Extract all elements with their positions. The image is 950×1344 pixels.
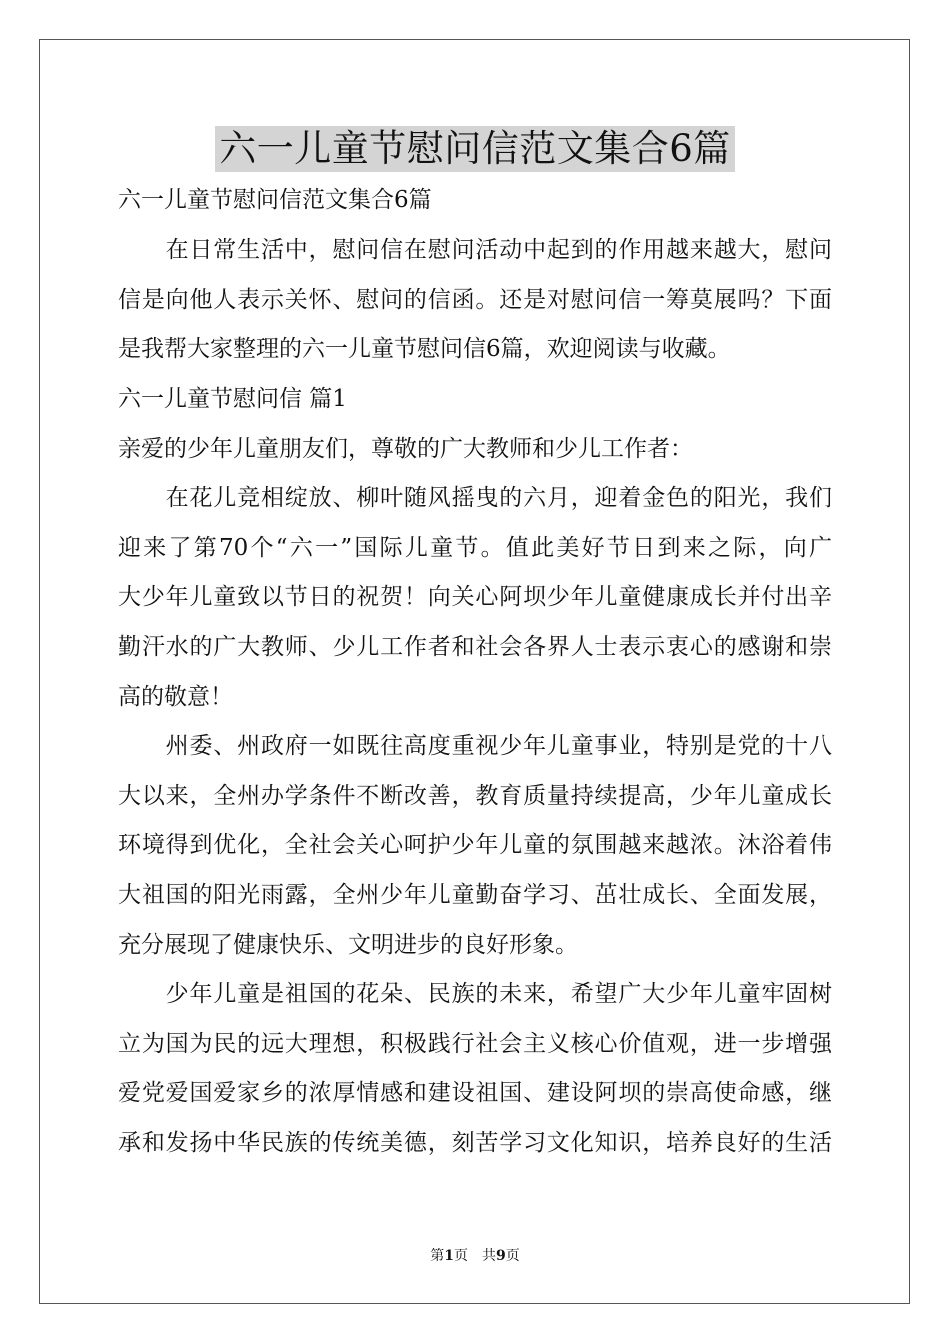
paragraph-line: 少年儿童是祖国的花朵、民族的未来，希望广大少年儿童牢固树 xyxy=(118,981,832,1007)
paragraph-line: 在日常生活中，慰问信在慰问活动中起到的作用越来越大，慰问 xyxy=(118,237,832,263)
paragraph-line: 信是向他人表示关怀、慰问的信函。还是对慰问信一筹莫展吗？下面 xyxy=(118,287,832,313)
paragraph-line: 州委、州政府一如既往高度重视少年儿童事业，特别是党的十八 xyxy=(118,733,832,759)
paragraph-line: 在花儿竞相绽放、柳叶随风摇曳的六月，迎着金色的阳光，我们 xyxy=(118,485,832,511)
page-footer xyxy=(0,1246,950,1266)
total-pages-number: 9 xyxy=(496,1248,506,1264)
footer-mid: 页 共 xyxy=(454,1248,496,1264)
paragraph-line: 大以来，全州办学条件不断改善，教育质量持续提高，少年儿童成长 xyxy=(118,783,832,809)
document-title: 六一儿童节慰问信范文集合6篇 xyxy=(215,126,735,172)
paragraph-line: 是我帮大家整理的六一儿童节慰问信6篇，欢迎阅读与收藏。 xyxy=(118,336,731,362)
paragraph-line: 立为国为民的远大理想，积极践行社会主义核心价值观，进一步增强 xyxy=(118,1031,832,1057)
paragraph-line: 环境得到优化，全社会关心呵护少年儿童的氛围越来越浓。沐浴着伟 xyxy=(118,832,832,858)
salutation-line: 亲爱的少年儿童朋友们，尊敬的广大教师和少儿工作者： xyxy=(118,436,693,462)
paragraph-line: 大少年儿童致以节日的祝贺！向关心阿坝少年儿童健康成长并付出辛 xyxy=(118,584,832,610)
subtitle-line: 六一儿童节慰问信范文集合6篇 xyxy=(118,187,432,213)
footer-suffix: 页 xyxy=(505,1248,520,1264)
footer-prefix: 第 xyxy=(430,1248,445,1264)
section-heading: 六一儿童节慰问信 篇1 xyxy=(118,386,347,412)
current-page-number: 1 xyxy=(444,1248,454,1264)
page-border xyxy=(39,39,910,1304)
paragraph-line: 高的敬意！ xyxy=(118,684,233,710)
paragraph-line: 大祖国的阳光雨露，全州少年儿童勤奋学习、茁壮成长、全面发展， xyxy=(118,882,832,908)
paragraph-line: 爱党爱国爱家乡的浓厚情感和建设祖国、建设阿坝的崇高使命感，继 xyxy=(118,1080,832,1106)
title-container xyxy=(0,126,950,172)
paragraph-line: 勤汗水的广大教师、少儿工作者和社会各界人士表示衷心的感谢和崇 xyxy=(118,634,832,660)
paragraph-line: 迎来了第70个“六一”国际儿童节。值此美好节日到来之际，向广 xyxy=(118,535,832,561)
paragraph-line: 承和发扬中华民族的传统美德，刻苦学习文化知识，培养良好的生活 xyxy=(118,1130,832,1156)
paragraph-line: 充分展现了健康快乐、文明进步的良好形象。 xyxy=(118,932,578,958)
